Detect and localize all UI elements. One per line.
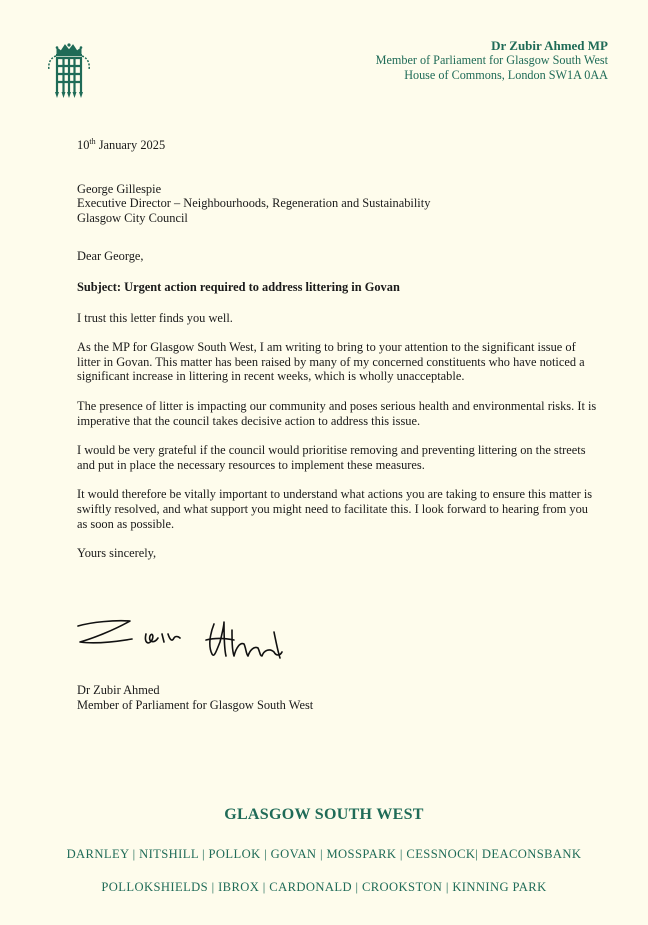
- constituency-title: GLASGOW SOUTH WEST: [224, 806, 424, 823]
- portcullis-icon: [44, 42, 94, 100]
- constituency-areas-line-1: DARNLEY | NITSHILL | POLLOK | GOVAN | MOSSPARK | CESSNOCK| DEACONSBANK: [66, 847, 582, 861]
- paragraph: I trust this letter finds you well.: [77, 310, 233, 325]
- recipient-name: George Gillespie: [77, 181, 162, 196]
- paragraph: As the MP for Glasgow South West, I am writing to bring to your attention to the significant issue of litter in Govan. This matter has been raised by many of my concerned constituents who have noticed a significant increase in littering in recent weeks, which is wholly unacceptable.: [77, 340, 585, 384]
- letter-body: [77, 138, 597, 561]
- salutation: Dear George,: [77, 249, 144, 264]
- recipient-block: [77, 182, 597, 226]
- signature: [74, 612, 294, 672]
- signoff-name: Dr Zubir Ahmed: [77, 683, 160, 697]
- mp-role: Member of Parliament for Glasgow South West: [375, 53, 608, 67]
- closing: Yours sincerely,: [77, 546, 157, 561]
- subject-line: Subject: Urgent action required to address littering in Govan: [77, 279, 400, 294]
- recipient-organisation: Glasgow City Council: [77, 210, 188, 225]
- mp-name: Dr Zubir Ahmed MP: [491, 38, 608, 53]
- mp-address: House of Commons, London SW1A 0AA: [404, 68, 608, 82]
- signoff-role: Member of Parliament for Glasgow South West: [77, 698, 314, 712]
- letterhead: [376, 38, 608, 83]
- paragraph: The presence of litter is impacting our community and poses serious health and environmental risks. It is imperative that the council takes decisive action to address this issue.: [77, 398, 597, 428]
- recipient-title: Executive Director – Neighbourhoods, Regeneration and Sustainability: [77, 196, 431, 211]
- letter-date: 10th January 2025: [77, 137, 166, 152]
- paragraph: It would therefore be vitally important to understand what actions you are taking to ensure this matter is swiftly resolved, and what support you might need to facilitate this. I look forward to hearing from you as soon as possible.: [77, 487, 593, 531]
- signoff-block: [77, 683, 313, 713]
- paragraph: I would be very grateful if the council would prioritise removing and preventing littering on the streets and put in place the necessary resources to implement these measures.: [77, 443, 586, 472]
- constituency-areas-line-2: POLLOKSHIELDS | IBROX | CARDONALD | CROOKSTON | KINNING PARK: [101, 880, 547, 894]
